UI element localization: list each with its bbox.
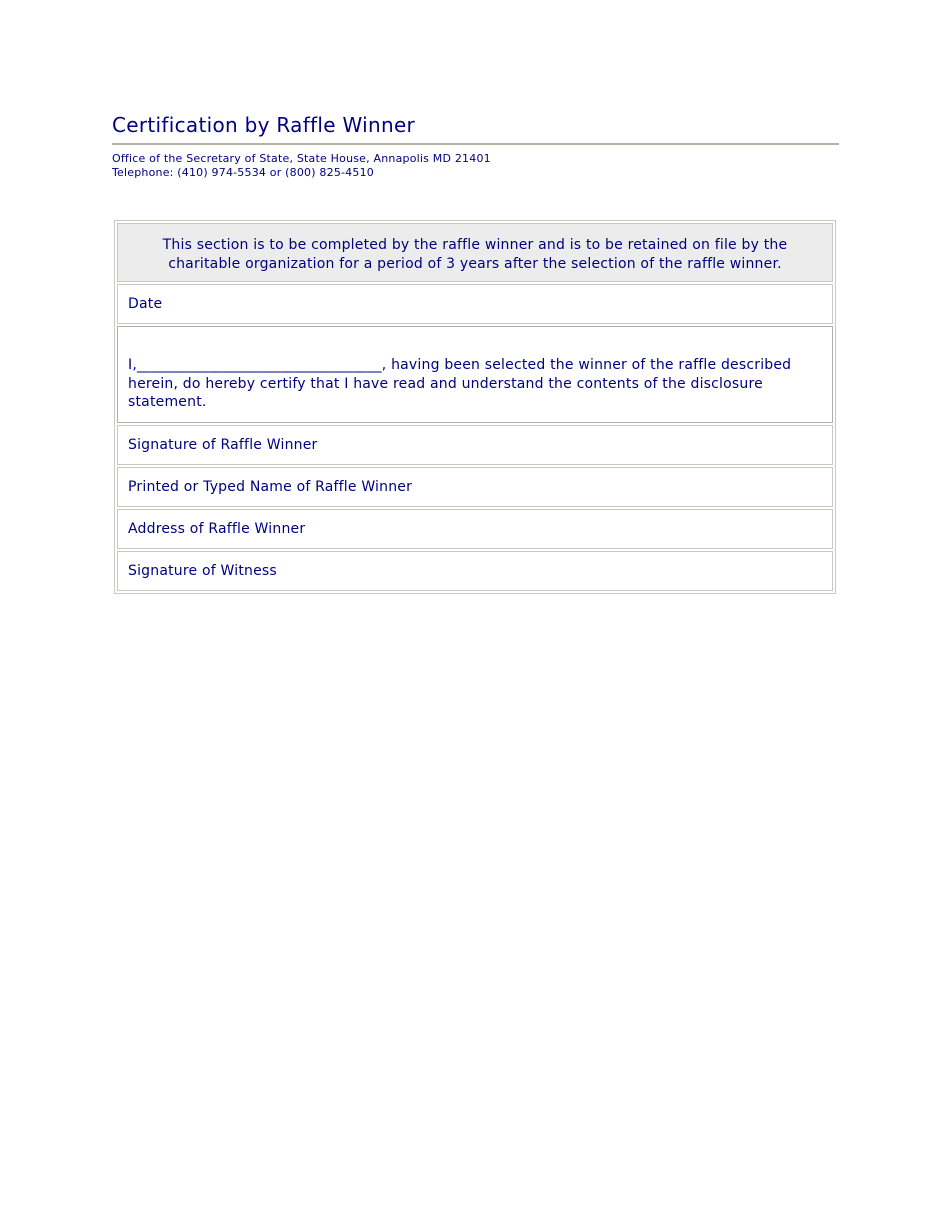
date-field[interactable]: Date bbox=[117, 284, 833, 324]
document-header bbox=[112, 112, 839, 180]
page-title: Certification by Raffle Winner bbox=[112, 112, 839, 145]
form-instructions: This section is to be completed by the raffle winner and is to be retained on file by the charitable organization for a period of 3 years after the selection of the raffle winner. bbox=[117, 223, 833, 282]
office-telephone: Telephone: (410) 974-5534 or (800) 825-4510 bbox=[112, 166, 374, 179]
office-address: Office of the Secretary of State, State House, Annapolis MD 21401 bbox=[112, 152, 491, 165]
certification-statement-text: I,__________________________________, having been selected the winner of the raffle described herein, do hereby certify that I have read and understand the contents of the disclosure statement. bbox=[128, 357, 792, 410]
winner-signature-field[interactable]: Signature of Raffle Winner bbox=[117, 425, 833, 465]
certification-form bbox=[114, 220, 836, 594]
certification-statement bbox=[117, 326, 833, 423]
winner-printed-name-field[interactable]: Printed or Typed Name of Raffle Winner bbox=[117, 467, 833, 507]
witness-signature-field[interactable]: Signature of Witness bbox=[117, 551, 833, 591]
winner-address-field[interactable]: Address of Raffle Winner bbox=[117, 509, 833, 549]
